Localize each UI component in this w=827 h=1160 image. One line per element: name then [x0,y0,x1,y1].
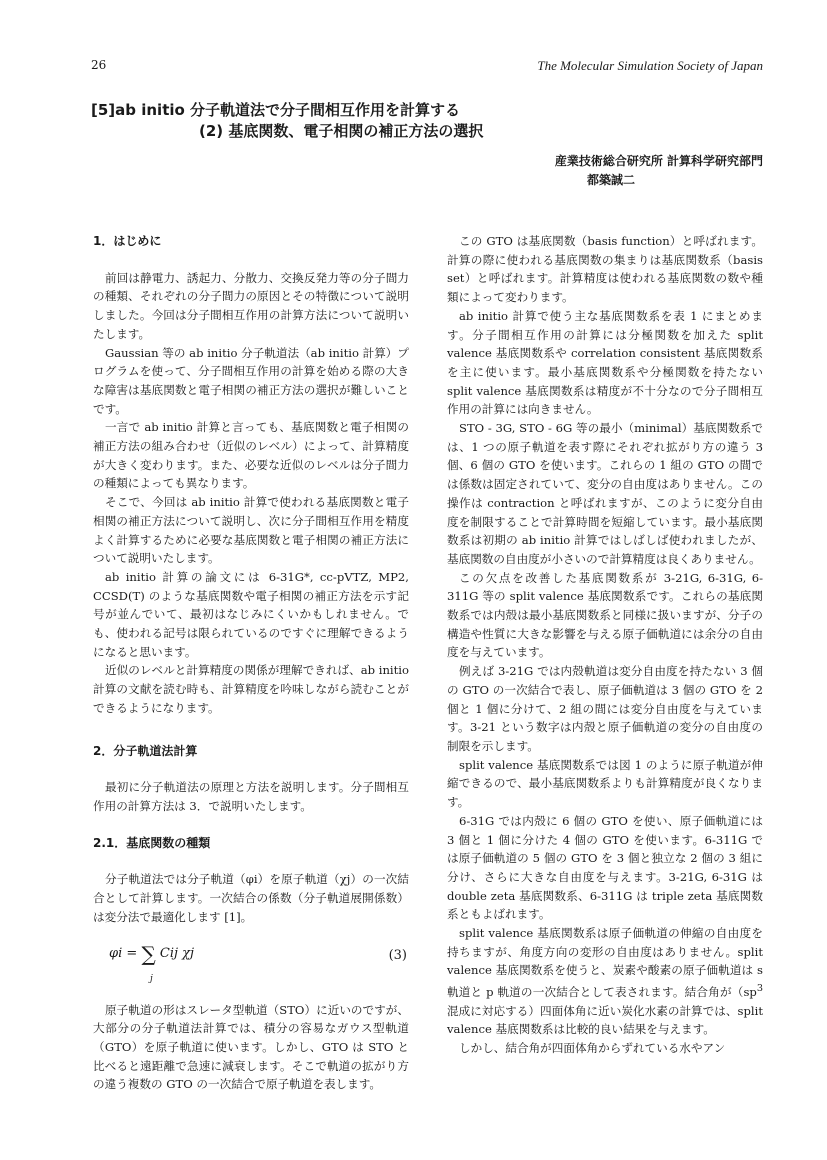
author-block [555,152,763,190]
author-name: 都築誠二 [586,173,635,187]
paragraph: 一言で ab initio 計算と言っても、基底関数と電子相関の補正方法の組み合わせ（近似のレベル）によって、計算精度が大きく変わります。また、必要な近似のレベルは分子間力の種類によっても異なります。 [93,420,409,491]
summation-index: j [150,973,153,984]
journal-name: The Molecular Simulation Society of Japan [537,58,763,73]
page-header [91,58,763,78]
paragraph: 近似のレベルと計算精度の関係が理解できれば、ab initio 計算の文献を読む時も、計算精度を吟味しながら読むことができるようになります。 [93,663,409,715]
paragraph: split valence 基底関数系では図 1 のように原子軌道が伸縮できるので、最小基底関数系よりも計算精度が良くなります。 [447,757,763,810]
paragraph: 6-31G では内殻に 6 個の GTO を使い、原子価軌道には 3 個と 1 個に分けた 4 個の GTO を使います。6-311G では原子価軌道の 5 個の GTO を 3 個と独立な 2 個の 3 組に分け、さらに大きな自由度を与えます。3-21G, 6-31G は double zeta 基底関数系、6-311G は triple zeta 基底関数系ともよばれます。 [447,813,763,922]
summation-symbol: ∑ [141,941,156,966]
equation-3 [93,935,409,995]
paragraph-text: 混成に対応する）四面体角に近い炭化水素の計算では、split valence 基底関数系は比較的良い結果を与えます。 [447,1003,763,1037]
left-column [93,232,409,1094]
superscript: 3 [756,983,763,995]
paragraph: 原子軌道の形はスレータ型軌道（STO）に近いのですが、大部分の分子軌道法計算では、積分の容易なガウス型軌道（GTO）を原子軌道に使います。しかし、GTO は STO と比べると遠距離で急速に減衰します。そこで軌道の拡がり方の違う複数の GTO の一次結合で原子軌道を表します。 [93,1002,409,1092]
equation-number: (3) [388,947,407,963]
paragraph: そこで、今回は ab initio 計算で使われる基底関数と電子相関の補正方法について説明し、次に分子間相互作用を精度よく計算するために必要な基底関数と電子相関の補正方法について説明いたします。 [93,495,409,566]
paragraph: しかし、結合角が四面体角からずれている水やアン [459,1041,726,1056]
paragraph: 例えば 3-21G では内殻軌道は変分自由度を持たない 3 個の GTO の一次結合で表し、原子価軌道は 3 個の GTO を 2 個と 1 個に分けて、2 組の間には変分自由度を与えています。3-21 という数字は内殻と原子価軌道の変分の自由度の制限を示します。 [447,664,763,753]
equation-equals: = [126,945,138,961]
paragraph: ab initio 計算の論文には 6-31G*, cc-pVTZ, MP2, CCSD(T) のような基底関数や電子相関の補正方法を示す記号が並んでいて、最初はなじみにくいかもしれません。でも、使われる記号は限られているのですぐに理解できるようになると思います。 [93,569,409,659]
paragraph: この欠点を改善した基底関数系が 3-21G, 6-31G, 6-311G 等の split valence 基底関数系です。これらの基底関数系では内殻は最小基底関数系と同様に扱いますが、分子の構造や性質に大きな影響を与える原子価軌道には余分の自由度を与えています。 [447,570,763,660]
section-heading-mo-calculation: 2．分子軌道法計算 [93,743,198,758]
right-column [447,232,763,1058]
paragraph: 分子軌道法では分子軌道（φi）を原子軌道（χj）の一次結合として計算します。一次結合の係数（分子軌道展開係数）は変分法で最適化します [1]。 [93,872,409,924]
paragraph: ab initio 計算で使う主な基底関数系を表 1 にまとめます。分子間相互作用の計算には分極関数を加えた split valence 基底関数系や correlation consistent 基底関数系を主に使います。最小基底関数系や分極関数を持たない split valence 基底関数系は精度が不十分なので分子間相互作用の計算には向きません。 [447,308,763,417]
paragraph-text: split valence 基底関数系は原子価軌道の伸縮の自由度を持ちますが、角度方向の変形の自由度はありません。split valence 基底関数系を使うと、炭素や酸素の原子価軌道は s 軌道と p 軌道の一次結合として表されます。結合角が（sp [447,926,763,999]
section-heading-introduction: 1．はじめに [93,234,162,248]
paragraph: Gaussian 等の ab initio 分子軌道法（ab initio 計算）プログラムを使って、分子間相互作用の計算を始める際の大きな障害は基底関数と電子相関の補正方法の選択が難しいことです。 [93,345,409,416]
article-title [91,100,763,142]
paragraph: STO - 3G, STO - 6G 等の最小（minimal）基底関数系では、1 つの原子軌道を表す際にそれぞれ拡がり方の違う 3 個、6 個の GTO を使います。これらの 1 組の GTO の間では係数は固定されていて、変分の自由度はありません。この操作は contraction と呼ばれますが、このように変分自由度を制限することで計算時間を短縮しています。最小基底関数系は初期の ab initio 計算ではしばしば使われましたが、基底関数の自由度が小さいので計算精度は良くありません。 [447,421,763,566]
paragraph: 前回は静電力、誘起力、分散力、交換反発力等の分子間力の種類、それぞれの分子間力の原因とその特徴について説明しました。今回は分子間相互作用の計算方法について説明いたします。 [93,270,409,341]
author-affiliation: 産業技術総合研究所 計算科学研究部門 [554,154,763,168]
equation-body [109,941,195,966]
title-line-1: [5]ab initio 分子軌道法で分子間相互作用を計算する [91,101,461,119]
paragraph: 最初に分子軌道法の原理と方法を説明します。分子間相互作用の計算方法は 3．で説明いたします。 [93,780,409,813]
page-number: 26 [91,58,107,72]
paragraph [447,924,763,1039]
paragraph: この GTO は基底関数（basis function）と呼ばれます。計算の際に使われる基底関数の集まりは基底関数系（basis set）と呼ばれます。計算精度は使われる基底関数の数や種類によって変わります。 [447,234,763,305]
title-line-2: (2) 基底関数、電子相関の補正方法の選択 [199,122,484,140]
equation-rhs: Cij χj [159,945,195,961]
equation-lhs: φi [109,945,123,961]
subsection-heading-basis-types: 2.1．基底関数の種類 [93,835,211,850]
